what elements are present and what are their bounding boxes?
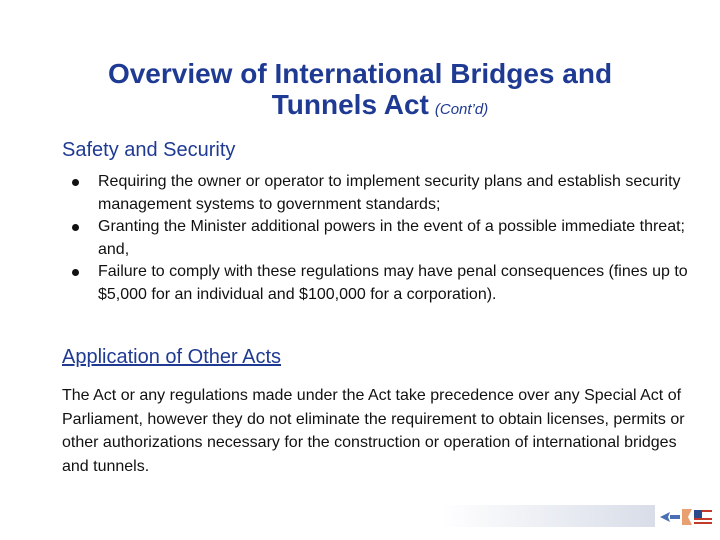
other-acts-paragraph: The Act or any regulations made under the Act take precedence over any Special Act of Parliament, however they do not eliminate the requirement to obtain licenses, permits or other authorizations necessary for the construction or operation of international bridges and tunnels. [62,387,685,475]
title-line-1: Overview of International Bridges and [107,58,613,89]
bullet-dot-icon [72,269,79,276]
other-acts-heading: Application of Other Acts [62,346,282,368]
safety-security-heading: Safety and Security [62,139,236,161]
bullet-item [62,261,702,306]
transport-logo-icon [658,503,714,531]
bullet-dot-icon [72,224,79,231]
bullet-text: Granting the Minister additional powers in the event of a possible immediate threat; and, [98,218,685,258]
bullet-item [62,171,702,216]
safety-bullet-list [62,171,702,306]
bullet-text: Requiring the owner or operator to implement security plans and establish security management systems to government standards; [98,173,681,213]
title-line-2 [272,89,488,125]
bullet-item [62,216,702,261]
bullet-text: Failure to comply with these regulations may have penal consequences (fines up to $5,000 for an individual and $100,000 for a corporation). [98,263,688,303]
title-note: (Cont’d) [434,101,489,118]
slide-title [0,58,720,125]
footer-gradient-bar [440,505,655,527]
bullet-dot-icon [72,179,79,186]
title-line-2-text: Tunnels Act [271,89,429,120]
